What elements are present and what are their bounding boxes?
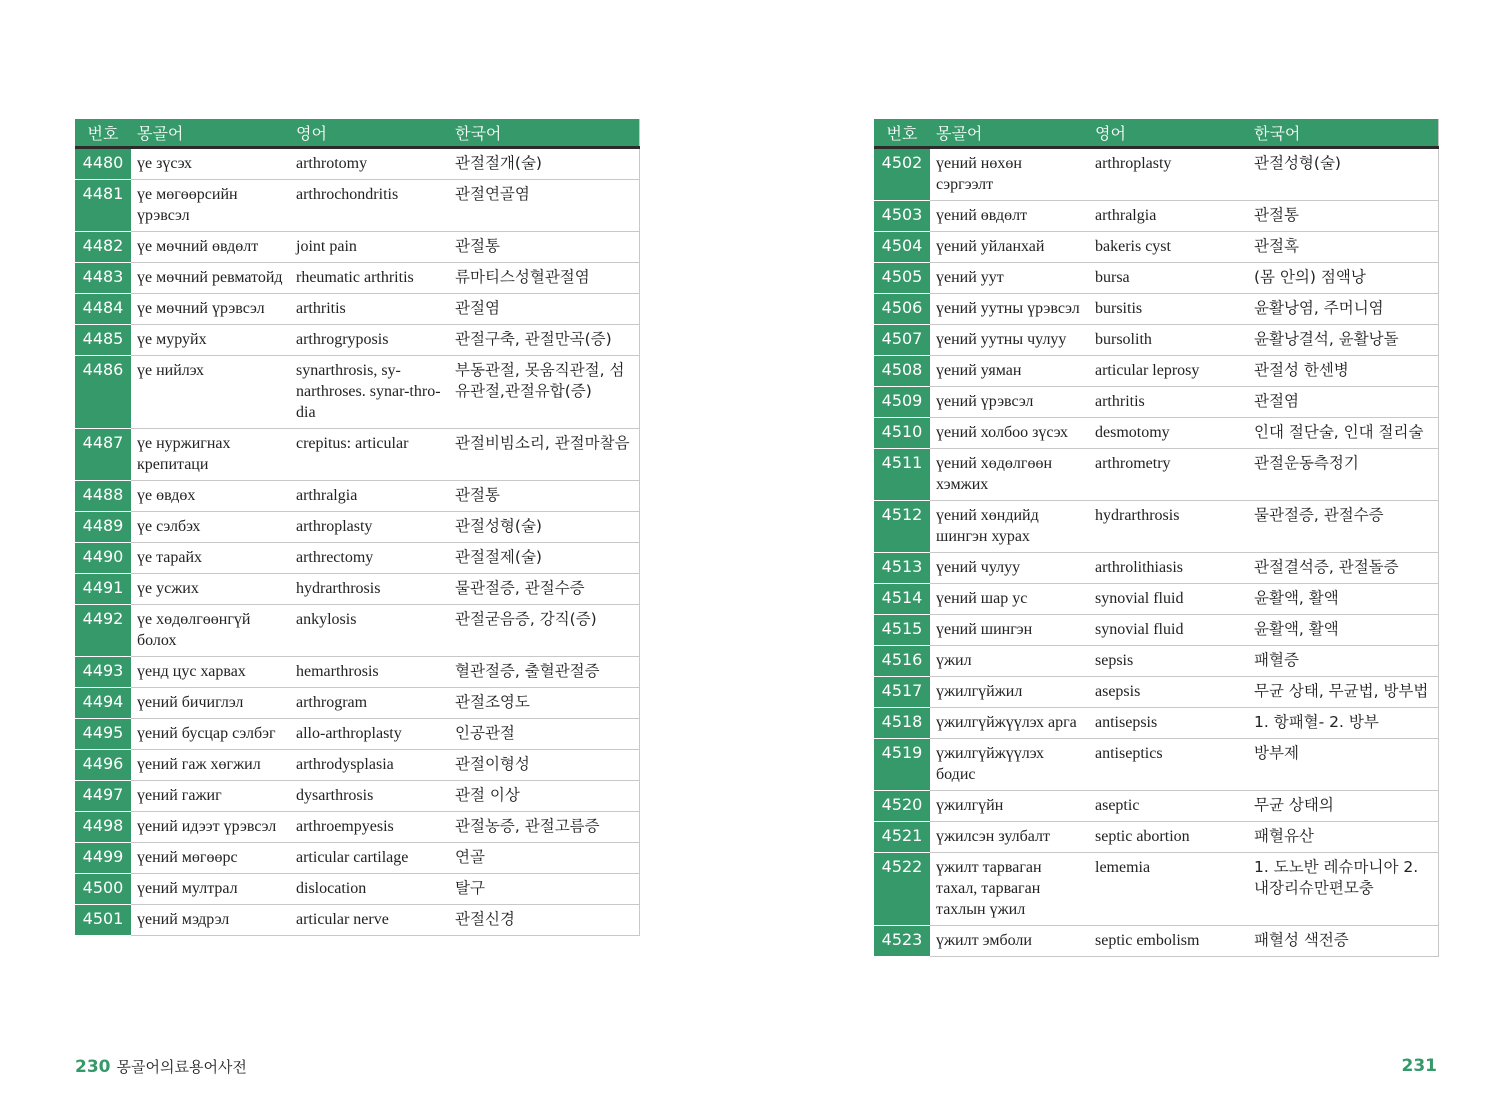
term-number: 4501 <box>75 905 131 936</box>
term-english: lememia <box>1089 853 1248 926</box>
term-number: 4492 <box>75 605 131 657</box>
term-korean: 관절절제(술) <box>449 543 639 574</box>
term-english: arthroplasty <box>1089 148 1248 201</box>
term-mongolian: үе нийлэх <box>131 356 290 429</box>
term-mongolian: үений идээт үрэвсэл <box>131 812 290 843</box>
term-mongolian: үе мөчний үрэвсэл <box>131 294 290 325</box>
term-english: synovial fluid <box>1089 615 1248 646</box>
term-mongolian: үжилт эмболи <box>930 926 1089 957</box>
term-korean: 무균 상태, 무균법, 방부법 <box>1248 677 1438 708</box>
table-header-row <box>75 119 639 148</box>
term-mongolian: үенд цус харвах <box>131 657 290 688</box>
term-korean: 관절연골염 <box>449 180 639 232</box>
table-row <box>75 605 639 657</box>
term-korean: 관절조영도 <box>449 688 639 719</box>
term-number: 4486 <box>75 356 131 429</box>
term-english: rheumatic arthritis <box>290 263 449 294</box>
term-mongolian: үе нуржигнах крепитаци <box>131 429 290 481</box>
term-english: articular leprosy <box>1089 356 1248 387</box>
header-number: 번호 <box>874 119 930 148</box>
term-number: 4483 <box>75 263 131 294</box>
term-number: 4487 <box>75 429 131 481</box>
term-korean: 1. 항패혈- 2. 방부 <box>1248 708 1438 739</box>
term-number: 4508 <box>874 356 930 387</box>
term-number: 4512 <box>874 501 930 553</box>
term-number: 4488 <box>75 481 131 512</box>
term-number: 4522 <box>874 853 930 926</box>
table-row <box>874 263 1438 294</box>
term-number: 4494 <box>75 688 131 719</box>
term-number: 4484 <box>75 294 131 325</box>
term-english: hydrarthrosis <box>1089 501 1248 553</box>
term-number: 4495 <box>75 719 131 750</box>
term-korean: 무균 상태의 <box>1248 791 1438 822</box>
term-mongolian: үе мөчний ревматойд <box>131 263 290 294</box>
term-english: asepsis <box>1089 677 1248 708</box>
table-row <box>874 926 1438 957</box>
table-row <box>75 750 639 781</box>
term-korean: 관절농증, 관절고름증 <box>449 812 639 843</box>
term-english: septic embolism <box>1089 926 1248 957</box>
table-row <box>874 418 1438 449</box>
term-english: antiseptics <box>1089 739 1248 791</box>
table-row <box>75 481 639 512</box>
term-english: synarthrosis, sy-narthroses. synar-thro-dia <box>290 356 449 429</box>
term-english: hydrarthrosis <box>290 574 449 605</box>
term-number: 4517 <box>874 677 930 708</box>
table-row <box>75 263 639 294</box>
term-english: septic abortion <box>1089 822 1248 853</box>
table-row <box>874 739 1438 791</box>
term-korean: 관절절개(술) <box>449 148 639 180</box>
term-korean: 관절이형성 <box>449 750 639 781</box>
header-korean: 한국어 <box>1248 119 1438 148</box>
term-english: dysarthrosis <box>290 781 449 812</box>
table-row <box>75 874 639 905</box>
table-row <box>874 501 1438 553</box>
header-korean: 한국어 <box>449 119 639 148</box>
header-number: 번호 <box>75 119 131 148</box>
term-number: 4516 <box>874 646 930 677</box>
term-mongolian: үений уяман <box>930 356 1089 387</box>
term-number: 4503 <box>874 201 930 232</box>
term-english: arthralgia <box>1089 201 1248 232</box>
term-english: bursolith <box>1089 325 1248 356</box>
term-korean: 패혈성 색전증 <box>1248 926 1438 957</box>
term-mongolian: үений хөндийд шингэн хурах <box>930 501 1089 553</box>
table-row <box>75 356 639 429</box>
table-row <box>75 657 639 688</box>
term-number: 4514 <box>874 584 930 615</box>
table-row <box>874 148 1438 201</box>
term-english: synovial fluid <box>1089 584 1248 615</box>
term-korean: 관절통 <box>449 232 639 263</box>
term-mongolian: үе сэлбэх <box>131 512 290 543</box>
term-mongolian: үе мөгөөрсийн үрэвсэл <box>131 180 290 232</box>
term-number: 4500 <box>75 874 131 905</box>
term-number: 4499 <box>75 843 131 874</box>
term-mongolian: үений шингэн <box>930 615 1089 646</box>
header-english: 영어 <box>290 119 449 148</box>
table-row <box>75 719 639 750</box>
term-number: 4497 <box>75 781 131 812</box>
term-mongolian: үжил <box>930 646 1089 677</box>
table-row <box>75 905 639 936</box>
term-number: 4480 <box>75 148 131 180</box>
term-korean: 관절염 <box>1248 387 1438 418</box>
term-mongolian: үе мөчний өвдөлт <box>131 232 290 263</box>
term-number: 4515 <box>874 615 930 646</box>
term-english: sepsis <box>1089 646 1248 677</box>
term-english: crepitus: articular <box>290 429 449 481</box>
table-row <box>874 232 1438 263</box>
table-row <box>874 646 1438 677</box>
term-number: 4505 <box>874 263 930 294</box>
term-table-right <box>874 119 1439 957</box>
term-mongolian: үжилгүйжүүлэх арга <box>930 708 1089 739</box>
term-korean: 관절성 한센병 <box>1248 356 1438 387</box>
term-mongolian: үе зүсэх <box>131 148 290 180</box>
term-number: 4502 <box>874 148 930 201</box>
term-mongolian: үений чулуу <box>930 553 1089 584</box>
term-english: aseptic <box>1089 791 1248 822</box>
header-mongolian: 몽골어 <box>131 119 290 148</box>
term-mongolian: үений мэдрэл <box>131 905 290 936</box>
term-english: arthroplasty <box>290 512 449 543</box>
term-number: 4498 <box>75 812 131 843</box>
table-row <box>75 512 639 543</box>
term-korean: 관절굳음증, 강직(증) <box>449 605 639 657</box>
term-korean: 류마티스성혈관절염 <box>449 263 639 294</box>
term-korean: 물관절증, 관절수증 <box>1248 501 1438 553</box>
table-row <box>75 812 639 843</box>
table-row <box>75 574 639 605</box>
term-mongolian: үе хөдөлгөөнгүй болох <box>131 605 290 657</box>
term-english: arthritis <box>1089 387 1248 418</box>
term-number: 4493 <box>75 657 131 688</box>
table-row <box>874 822 1438 853</box>
term-english: arthrogram <box>290 688 449 719</box>
term-mongolian: үе өвдөх <box>131 481 290 512</box>
table-body-left <box>75 148 639 936</box>
table-row <box>874 677 1438 708</box>
term-mongolian: үений мултрал <box>131 874 290 905</box>
table-row <box>874 584 1438 615</box>
table-row <box>874 325 1438 356</box>
term-english: hemarthrosis <box>290 657 449 688</box>
term-number: 4513 <box>874 553 930 584</box>
table-body-right <box>874 148 1438 957</box>
term-mongolian: үений өвдөлт <box>930 201 1089 232</box>
term-number: 4521 <box>874 822 930 853</box>
table-row <box>874 356 1438 387</box>
term-english: arthrotomy <box>290 148 449 180</box>
term-korean: 관절통 <box>449 481 639 512</box>
term-korean: 관절신경 <box>449 905 639 936</box>
term-korean: 관절구축, 관절만곡(증) <box>449 325 639 356</box>
table-header-row <box>874 119 1438 148</box>
table-row <box>874 791 1438 822</box>
table-row <box>75 180 639 232</box>
term-number: 4490 <box>75 543 131 574</box>
term-mongolian: үжилгүйжил <box>930 677 1089 708</box>
term-number: 4523 <box>874 926 930 957</box>
term-korean: 윤활낭염, 주머니염 <box>1248 294 1438 325</box>
term-english: arthritis <box>290 294 449 325</box>
term-korean: 윤활액, 활액 <box>1248 584 1438 615</box>
term-korean: 관절비빔소리, 관절마찰음 <box>449 429 639 481</box>
term-korean: 관절혹 <box>1248 232 1438 263</box>
term-english: joint pain <box>290 232 449 263</box>
table-row <box>75 429 639 481</box>
term-english: ankylosis <box>290 605 449 657</box>
table-row <box>874 853 1438 926</box>
term-mongolian: үжилт тарваган тахал, тарваган тахлын үжил <box>930 853 1089 926</box>
term-korean: 연골 <box>449 843 639 874</box>
table-row <box>75 781 639 812</box>
term-english: arthrochondritis <box>290 180 449 232</box>
term-korean: 관절성형(술) <box>1248 148 1438 201</box>
header-mongolian: 몽골어 <box>930 119 1089 148</box>
term-mongolian: үений бичиглэл <box>131 688 290 719</box>
term-mongolian: үений гажиг <box>131 781 290 812</box>
table-row <box>75 543 639 574</box>
term-number: 4504 <box>874 232 930 263</box>
table-row <box>874 615 1438 646</box>
term-english: bursitis <box>1089 294 1248 325</box>
table-row <box>874 553 1438 584</box>
term-korean: 관절 이상 <box>449 781 639 812</box>
term-mongolian: үений уйланхай <box>930 232 1089 263</box>
term-korean: 탈구 <box>449 874 639 905</box>
term-table-left <box>75 119 640 936</box>
term-number: 4519 <box>874 739 930 791</box>
term-korean: 패혈증 <box>1248 646 1438 677</box>
term-number: 4510 <box>874 418 930 449</box>
term-number: 4509 <box>874 387 930 418</box>
term-korean: 관절성형(술) <box>449 512 639 543</box>
term-english: allo-arthroplasty <box>290 719 449 750</box>
table-row <box>75 843 639 874</box>
footer-left <box>75 1056 247 1077</box>
term-korean: 패혈유산 <box>1248 822 1438 853</box>
table-row <box>75 232 639 263</box>
term-mongolian: үений нөхөн сэргээлт <box>930 148 1089 201</box>
term-korean: 관절결석증, 관절돌증 <box>1248 553 1438 584</box>
table-row <box>75 148 639 180</box>
term-mongolian: үений уут <box>930 263 1089 294</box>
term-korean: 윤활액, 활액 <box>1248 615 1438 646</box>
term-english: arthrolithiasis <box>1089 553 1248 584</box>
term-mongolian: үе усжих <box>131 574 290 605</box>
term-mongolian: үений холбоо зүсэх <box>930 418 1089 449</box>
term-korean: 1. 도노반 레슈마니아 2. 내장리슈만편모충 <box>1248 853 1438 926</box>
term-english: dislocation <box>290 874 449 905</box>
term-number: 4496 <box>75 750 131 781</box>
term-mongolian: үений гаж хөгжил <box>131 750 290 781</box>
term-korean: 물관절증, 관절수증 <box>449 574 639 605</box>
table-row <box>75 294 639 325</box>
table-row <box>874 387 1438 418</box>
table-row <box>874 708 1438 739</box>
term-mongolian: үжилгүйн <box>930 791 1089 822</box>
term-number: 4518 <box>874 708 930 739</box>
term-mongolian: үе муруйх <box>131 325 290 356</box>
term-mongolian: үений шар ус <box>930 584 1089 615</box>
term-number: 4482 <box>75 232 131 263</box>
term-english: arthrodysplasia <box>290 750 449 781</box>
term-mongolian: үений уутны чулуу <box>930 325 1089 356</box>
term-number: 4489 <box>75 512 131 543</box>
table-row <box>874 294 1438 325</box>
term-english: bakeris cyst <box>1089 232 1248 263</box>
term-korean: 윤활낭결석, 윤활낭돌 <box>1248 325 1438 356</box>
page-number-left: 230 <box>75 1057 111 1077</box>
page-number-right: 231 <box>1401 1056 1437 1076</box>
term-english: articular cartilage <box>290 843 449 874</box>
table-row <box>874 449 1438 501</box>
term-english: desmotomy <box>1089 418 1248 449</box>
term-korean: (몸 안의) 점액낭 <box>1248 263 1438 294</box>
term-english: antisepsis <box>1089 708 1248 739</box>
term-korean: 관절통 <box>1248 201 1438 232</box>
term-english: arthrogryposis <box>290 325 449 356</box>
table-row <box>75 688 639 719</box>
term-korean: 관절염 <box>449 294 639 325</box>
term-mongolian: үений хөдөлгөөн хэмжих <box>930 449 1089 501</box>
term-mongolian: үжилсэн зулбалт <box>930 822 1089 853</box>
term-english: arthrometry <box>1089 449 1248 501</box>
term-korean: 관절운동측정기 <box>1248 449 1438 501</box>
table-row <box>75 325 639 356</box>
table-row <box>874 201 1438 232</box>
term-number: 4481 <box>75 180 131 232</box>
term-english: arthrectomy <box>290 543 449 574</box>
term-mongolian: үений уутны үрэвсэл <box>930 294 1089 325</box>
term-korean: 인공관절 <box>449 719 639 750</box>
book-title: 몽골어의료용어사전 <box>116 1058 247 1076</box>
term-number: 4507 <box>874 325 930 356</box>
term-mongolian: үений үрэвсэл <box>930 387 1089 418</box>
term-korean: 부동관절, 못움직관절, 섬유관절,관절유합(증) <box>449 356 639 429</box>
term-mongolian: үе тарайх <box>131 543 290 574</box>
term-number: 4491 <box>75 574 131 605</box>
term-mongolian: үений бусцар сэлбэг <box>131 719 290 750</box>
term-number: 4511 <box>874 449 930 501</box>
term-english: arthroempyesis <box>290 812 449 843</box>
term-english: articular nerve <box>290 905 449 936</box>
term-mongolian: үений мөгөөрс <box>131 843 290 874</box>
term-korean: 혈관절증, 출혈관절증 <box>449 657 639 688</box>
term-number: 4506 <box>874 294 930 325</box>
term-mongolian: үжилгүйжүүлэх бодис <box>930 739 1089 791</box>
term-number: 4520 <box>874 791 930 822</box>
term-korean: 인대 절단술, 인대 절리술 <box>1248 418 1438 449</box>
header-english: 영어 <box>1089 119 1248 148</box>
term-korean: 방부제 <box>1248 739 1438 791</box>
term-number: 4485 <box>75 325 131 356</box>
term-english: arthralgia <box>290 481 449 512</box>
term-english: bursa <box>1089 263 1248 294</box>
